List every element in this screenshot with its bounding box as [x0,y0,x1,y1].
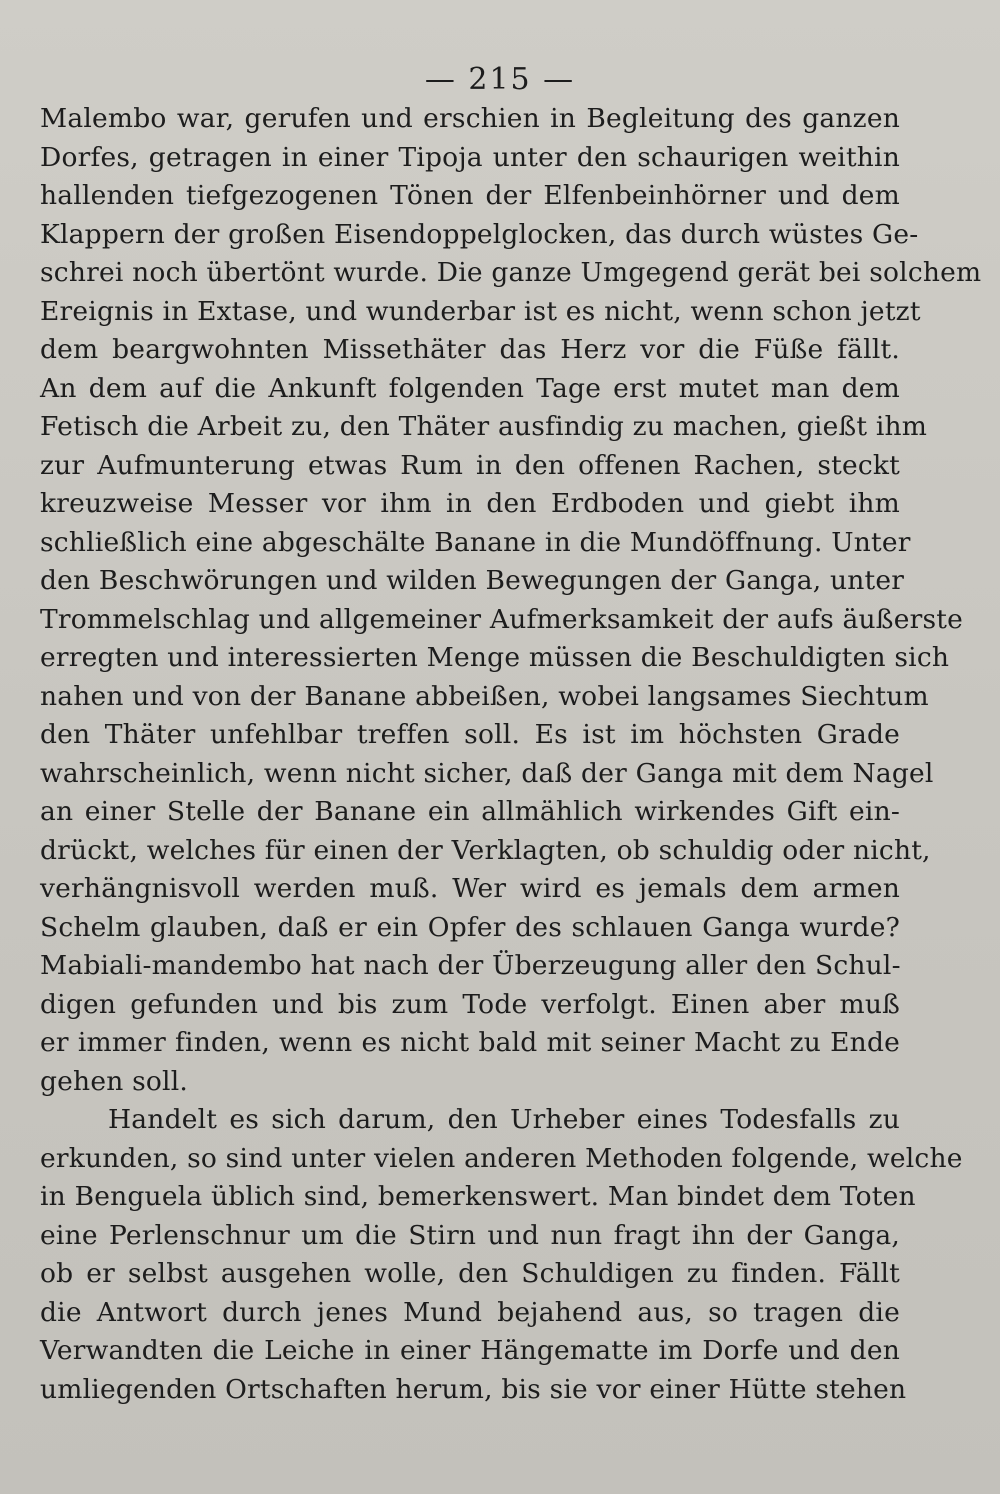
text-line: nahen und von der Banane abbeißen, wobei langsames Siechtum [40,680,929,712]
text-line: erkunden, so sind unter vielen anderen Methoden folgende, welche [40,1142,963,1174]
text-line: zur Aufmunterung etwas Rum in den offenen Rachen, steckt [40,449,900,481]
text-line: an einer Stelle der Banane ein allmählich wirkendes Gift ein- [40,796,900,827]
text-line: die Antwort durch jenes Mund bejahend aus, so tragen die [40,1296,900,1328]
page-text [40,100,982,1409]
text-line: dem beargwohnten Missethäter das Herz vor die Füße fällt. [40,334,900,365]
page-number: — 215 — [424,62,576,97]
text-line: den Thäter unfehlbar treffen soll. Es ist im höchsten Grade [40,719,900,750]
text-line: Schelm glauben, daß er ein Opfer des schlauen Ganga wurde? [40,911,900,943]
text-line: Ereignis in Extase, und wunderbar ist es nicht, wenn schon jetzt [40,295,921,327]
text-line: Fetisch die Arbeit zu, den Thäter ausfindig zu machen, gießt ihm [40,411,928,442]
paragraph-start-line: Handelt es sich darum, den Urheber eines Todesfalls zu [108,1104,900,1135]
text-line: digen gefunden und bis zum Tode verfolgt. Einen aber muß [40,988,900,1020]
text-line: Malembo war, gerufen und erschien in Begleitung des ganzen [40,103,900,134]
text-line: Trommelschlag und allgemeiner Aufmerksamkeit der aufs äußerste [40,603,963,635]
text-line: drückt, welches für einen der Verklagten, ob schuldig oder nicht, [40,834,931,866]
text-line: den Beschwörungen und wilden Bewegungen der Ganga, unter [40,565,905,596]
text-line: in Benguela üblich sind, bemerkenswert. Man bindet dem Toten [40,1181,916,1212]
text-line: schrei noch übertönt wurde. Die ganze Umgegend gerät bei solchem [40,257,982,288]
text-line: Mabiali-mandembo hat nach der Überzeugung aller den Schul- [40,950,901,981]
text-line: ob er selbst ausgehen wolle, den Schuldigen zu finden. Fällt [40,1258,900,1289]
paragraph-end-line: gehen soll. [40,1065,189,1097]
text-line: An dem auf die Ankunft folgenden Tage erst mutet man dem [40,372,900,404]
text-line: kreuzweise Messer vor ihm in den Erdboden und giebt ihm [40,488,900,519]
text-line: hallenden tiefgezogenen Tönen der Elfenbeinhörner und dem [40,180,900,211]
text-line: umliegenden Ortschaften herum, bis sie vor einer Hütte stehen [40,1373,907,1405]
text-line: eine Perlenschnur um die Stirn und nun fragt ihn der Ganga, [40,1219,900,1251]
text-line: verhängnisvoll werden muß. Wer wird es jemals dem armen [40,873,900,904]
text-line: er immer finden, wenn es nicht bald mit seiner Macht zu Ende [40,1027,900,1058]
text-line: Klappern der großen Eisendoppelglocken, das durch wüstes Ge- [40,218,919,250]
text-line: wahrscheinlich, wenn nicht sicher, daß der Ganga mit dem Nagel [40,757,934,789]
text-line: Verwandten die Leiche in einer Hängematte im Dorfe und den [40,1335,900,1366]
text-line: schließlich eine abgeschälte Banane in die Mundöffnung. Unter [40,526,911,558]
text-line: erregten und interessierten Menge müssen die Beschuldigten sich [40,642,950,673]
text-line: Dorfes, getragen in einer Tipoja unter den schaurigen weithin [40,141,900,173]
